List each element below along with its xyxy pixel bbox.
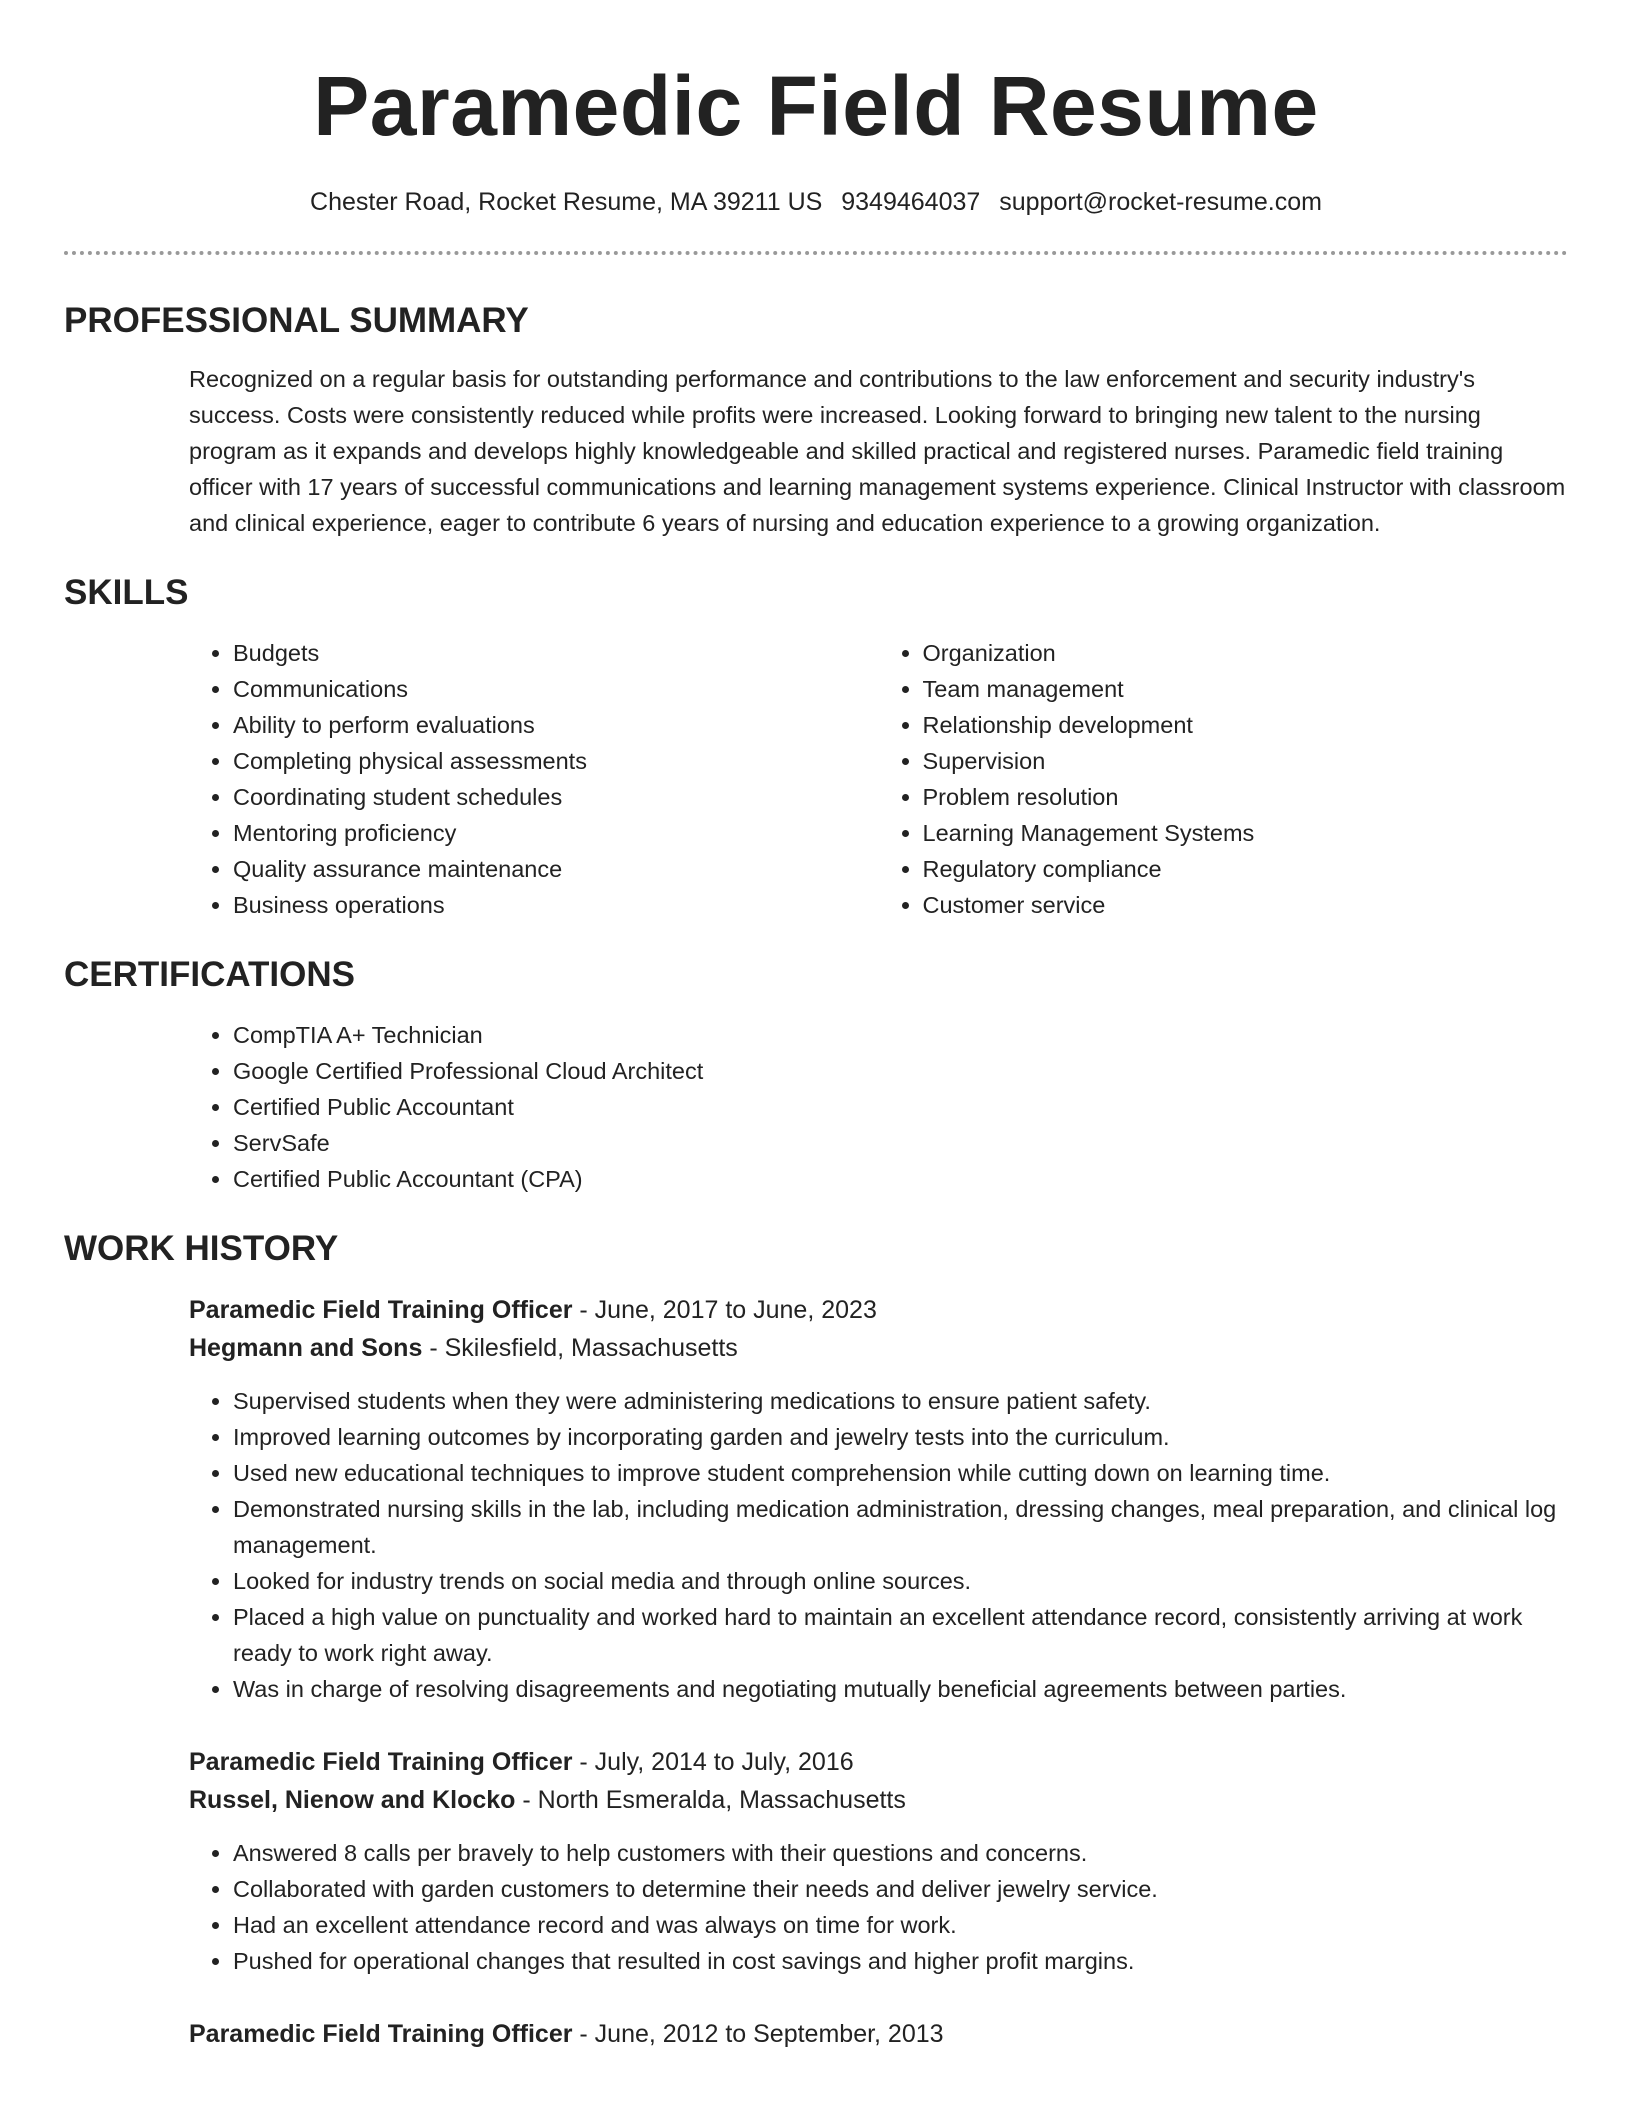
job-dates: - June, 2017 to June, 2023	[572, 1296, 877, 1324]
list-item: • Learning Management Systems	[923, 815, 1569, 851]
resume-page	[64, 0, 1568, 2053]
list-item: • Demonstrated nursing skills in the lab, including medication administration, dressing changes, meal preparation, and clinical log management.	[233, 1491, 1568, 1563]
list-item: • Supervised students when they were administering medications to ensure patient safety.	[233, 1383, 1568, 1419]
skills-grid	[189, 635, 1568, 923]
header-divider	[64, 251, 1568, 255]
list-item: • Improved learning outcomes by incorporating garden and jewelry tests into the curriculum.	[233, 1419, 1568, 1455]
list-item: • Budgets	[233, 635, 879, 671]
job-bullets	[189, 1383, 1568, 1707]
list-item: • Quality assurance maintenance	[233, 851, 879, 887]
list-item: • Collaborated with garden customers to determine their needs and deliver jewelry service.	[233, 1871, 1568, 1907]
job-role: Paramedic Field Training Officer	[189, 2020, 573, 2048]
list-item: • CompTIA A+ Technician	[233, 1017, 1568, 1053]
list-item: • Supervision	[923, 743, 1569, 779]
job-location: - North Esmeralda, Massachusetts	[515, 1786, 906, 1814]
certifications-body	[189, 1017, 1568, 1197]
job-dates: - July, 2014 to July, 2016	[572, 1748, 854, 1776]
job-bullets	[189, 1835, 1568, 1979]
work-heading: WORK HISTORY	[64, 1229, 339, 1268]
job-entry	[189, 1743, 1568, 1979]
list-item: • Team management	[923, 671, 1569, 707]
job-company: Hegmann and Sons	[189, 1334, 423, 1362]
summary-heading: PROFESSIONAL SUMMARY	[64, 301, 529, 340]
job-dates: - June, 2012 to September, 2013	[572, 2020, 944, 2048]
job-title-line	[189, 1291, 1568, 1329]
list-item: • Organization	[923, 635, 1569, 671]
job-company: Russel, Nienow and Klocko	[189, 1786, 516, 1814]
list-item: • Coordinating student schedules	[233, 779, 879, 815]
job-company-line	[189, 1329, 1568, 1367]
list-item: • Used new educational techniques to improve student comprehension while cutting down on learning time.	[233, 1455, 1568, 1491]
job-entry	[189, 2015, 1568, 2053]
list-item: • Customer service	[923, 887, 1569, 923]
contact-phone: 9349464037	[841, 188, 981, 216]
list-item: • Relationship development	[923, 707, 1569, 743]
skills-list-left	[189, 635, 879, 923]
skills-section	[64, 571, 1568, 923]
summary-text: Recognized on a regular basis for outstanding performance and contributions to the law enforcement and security industry's success. Costs were consistently reduced while profits were increased. Looking forward to bringing new talent to the nursing program as it expands and develops highly knowledgeable and skilled practical and registered nurses. Paramedic field training officer with 17 years of successful communications and learning management systems experience. Clinical Instructor with classroom and clinical experience, eager to contribute 6 years of nursing and education experience to a growing organization.	[189, 366, 1566, 536]
job-company-line	[189, 1781, 1568, 1819]
certifications-heading: CERTIFICATIONS	[64, 955, 356, 994]
resume-title: Paramedic Field Resume	[313, 59, 1319, 153]
list-item: • Certified Public Accountant	[233, 1089, 1568, 1125]
job-title-line	[189, 1743, 1568, 1781]
skills-heading: SKILLS	[64, 573, 189, 612]
contact-email[interactable]: support@rocket-resume.com	[999, 188, 1322, 216]
summary-section	[64, 299, 1568, 541]
list-item: • Answered 8 calls per bravely to help customers with their questions and concerns.	[233, 1835, 1568, 1871]
list-item: • Ability to perform evaluations	[233, 707, 879, 743]
work-section	[64, 1227, 1568, 2053]
list-item: • Business operations	[233, 887, 879, 923]
contact-address: Chester Road, Rocket Resume, MA 39211 US	[310, 188, 823, 216]
job-role: Paramedic Field Training Officer	[189, 1748, 573, 1776]
list-item: • Certified Public Accountant (CPA)	[233, 1161, 1568, 1197]
job-role: Paramedic Field Training Officer	[189, 1296, 573, 1324]
list-item: • Placed a high value on punctuality and worked hard to maintain an excellent attendance record, consistently arriving at work ready to work right away.	[233, 1599, 1568, 1671]
list-item: • Google Certified Professional Cloud Architect	[233, 1053, 1568, 1089]
list-item: • Had an excellent attendance record and was always on time for work.	[233, 1907, 1568, 1943]
certifications-section	[64, 953, 1568, 1197]
list-item: • Communications	[233, 671, 879, 707]
list-item: • Completing physical assessments	[233, 743, 879, 779]
list-item: • Problem resolution	[923, 779, 1569, 815]
certifications-list	[189, 1017, 1568, 1197]
contact-line	[64, 184, 1568, 220]
list-item: • Mentoring proficiency	[233, 815, 879, 851]
list-item: • Pushed for operational changes that resulted in cost savings and higher profit margins.	[233, 1943, 1568, 1979]
list-item: • Looked for industry trends on social media and through online sources.	[233, 1563, 1568, 1599]
job-entry	[189, 1291, 1568, 1707]
skills-list-right	[879, 635, 1569, 923]
list-item: • Regulatory compliance	[923, 851, 1569, 887]
job-title-line	[189, 2015, 1568, 2053]
list-item: • Was in charge of resolving disagreements and negotiating mutually beneficial agreements between parties.	[233, 1671, 1568, 1707]
job-location: - Skilesfield, Massachusetts	[422, 1334, 738, 1362]
list-item: • ServSafe	[233, 1125, 1568, 1161]
